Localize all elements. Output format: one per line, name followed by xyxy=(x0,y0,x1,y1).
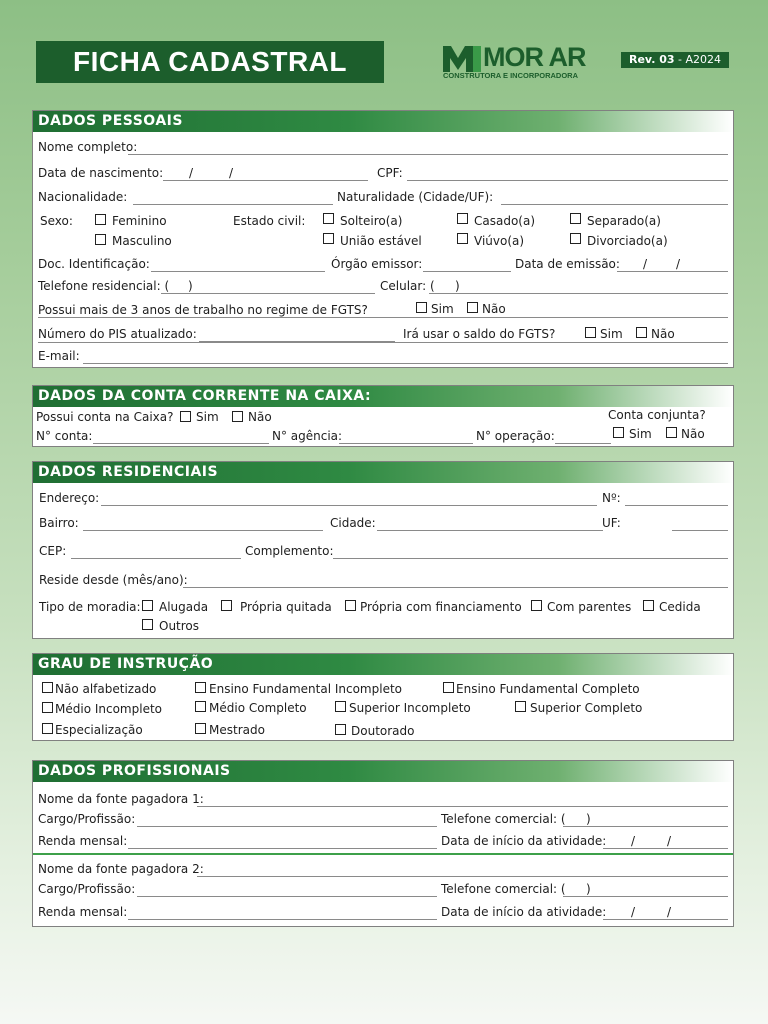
checkbox-conjunta-nao[interactable] xyxy=(666,427,677,438)
field-complemento[interactable] xyxy=(333,558,728,559)
label-reside: Reside desde (mês/ano): xyxy=(39,573,188,587)
checkbox-separado[interactable] xyxy=(570,213,581,224)
label-fonte-pagadora-1: Nome da fonte pagadora 1: xyxy=(38,792,204,806)
company-logo xyxy=(443,44,603,84)
field-uf[interactable] xyxy=(672,530,728,531)
option-superior-completo: Superior Completo xyxy=(530,701,643,715)
label-renda: Renda mensal: xyxy=(38,905,128,919)
field-nascimento[interactable] xyxy=(163,180,368,181)
checkbox-uniao-estavel[interactable] xyxy=(323,233,334,244)
revision-label: Rev. 03 xyxy=(628,53,675,66)
paren-close: ) xyxy=(586,812,591,826)
label-doc: Doc. Identificação: xyxy=(38,257,150,271)
checkbox-propria-quitada[interactable] xyxy=(221,600,232,611)
checkbox-doutorado[interactable] xyxy=(335,724,346,735)
date-slash: / xyxy=(676,257,681,271)
revision-code: - A2024 xyxy=(674,53,721,66)
label-cargo: Cargo/Profissão: xyxy=(38,882,136,896)
checkbox-fgts3-sim[interactable] xyxy=(416,302,427,313)
checkbox-financiamento[interactable] xyxy=(345,600,356,611)
label-data-inicio: Data de início da atividade: xyxy=(441,905,607,919)
field-email[interactable] xyxy=(83,363,728,364)
date-slash: / xyxy=(229,166,234,180)
label-naturalidade: Naturalidade (Cidade/UF): xyxy=(337,190,494,204)
field-reside[interactable] xyxy=(183,587,728,588)
option-solteiro: Solteiro(a) xyxy=(340,214,403,228)
label-endereco: Endereço: xyxy=(39,491,100,505)
option-masculino: Masculino xyxy=(112,234,172,248)
field-num-conta[interactable] xyxy=(93,443,269,444)
field-renda[interactable] xyxy=(128,848,437,849)
option-nao: Não xyxy=(482,302,506,316)
checkbox-conjunta-sim[interactable] xyxy=(613,427,624,438)
checkbox-conta-sim[interactable] xyxy=(180,411,191,422)
section-dados-residenciais xyxy=(32,461,734,639)
option-nao-alfabetizado: Não alfabetizado xyxy=(55,682,157,696)
section-title: DADOS DA CONTA CORRENTE NA CAIXA: xyxy=(33,386,733,407)
label-nascimento: Data de nascimento: xyxy=(38,166,164,180)
option-viuvo: Viúvo(a) xyxy=(474,234,525,248)
option-nao: Não xyxy=(681,427,705,441)
checkbox-superior-completo[interactable] xyxy=(515,701,526,712)
checkbox-saldo-nao[interactable] xyxy=(636,327,647,338)
label-cep: CEP: xyxy=(39,544,67,558)
option-feminino: Feminino xyxy=(112,214,167,228)
checkbox-feminino[interactable] xyxy=(95,214,106,225)
field-fonte-pagadora-2[interactable] xyxy=(197,876,728,877)
label-possui-conta: Possui conta na Caixa? xyxy=(36,410,174,424)
label-estado-civil: Estado civil: xyxy=(233,214,306,228)
checkbox-com-parentes[interactable] xyxy=(531,600,542,611)
label-telefone: Telefone residencial: ( xyxy=(38,279,170,293)
field-cidade[interactable] xyxy=(377,530,603,531)
label-conta-conjunta: Conta conjunta? xyxy=(608,408,706,422)
option-nao: Não xyxy=(651,327,675,341)
option-outros: Outros xyxy=(159,619,200,633)
field-orgao[interactable] xyxy=(423,271,511,272)
option-cedida: Cedida xyxy=(659,600,701,614)
form-title: FICHA CADASTRAL xyxy=(36,41,384,83)
date-slash: / xyxy=(189,166,194,180)
row-divider xyxy=(38,317,728,318)
option-especializacao: Especialização xyxy=(55,723,143,737)
checkbox-fund-completo[interactable] xyxy=(443,682,454,693)
label-bairro: Bairro: xyxy=(39,516,79,530)
checkbox-fund-incompleto[interactable] xyxy=(195,682,206,693)
field-renda-2[interactable] xyxy=(128,919,437,920)
field-telefone[interactable] xyxy=(161,293,375,294)
field-nacionalidade[interactable] xyxy=(133,204,333,205)
field-tel-comercial[interactable] xyxy=(563,826,728,827)
label-celular: Celular: ( xyxy=(380,279,435,293)
field-doc[interactable] xyxy=(151,271,325,272)
option-fund-incompleto: Ensino Fundamental Incompleto xyxy=(209,682,403,696)
option-medio-completo: Médio Completo xyxy=(209,701,307,715)
separator xyxy=(33,853,733,855)
field-cpf[interactable] xyxy=(407,180,728,181)
option-sim: Sim xyxy=(629,427,652,441)
label-data-emissao: Data de emissão: xyxy=(515,257,620,271)
label-nome: Nome completo: xyxy=(38,140,138,154)
field-naturalidade[interactable] xyxy=(501,204,728,205)
field-cargo[interactable] xyxy=(137,826,437,827)
checkbox-medio-completo[interactable] xyxy=(195,701,206,712)
logo-mark-icon xyxy=(443,46,481,72)
label-nacionalidade: Nacionalidade: xyxy=(38,190,128,204)
section-dados-pessoais xyxy=(32,110,734,368)
section-title: DADOS PESSOAIS xyxy=(33,111,733,132)
label-agencia: N° agência: xyxy=(272,429,343,443)
label-orgao: Órgão emissor: xyxy=(331,257,423,271)
label-tipo-moradia: Tipo de moradia: xyxy=(39,600,141,614)
option-superior-incompleto: Superior Incompleto xyxy=(349,701,471,715)
paren-close: ) xyxy=(188,279,193,293)
date-slash: / xyxy=(631,905,636,919)
checkbox-solteiro[interactable] xyxy=(323,213,334,224)
option-fund-completo: Ensino Fundamental Completo xyxy=(456,682,640,696)
label-email: E-mail: xyxy=(38,349,80,363)
label-cpf: CPF: xyxy=(377,166,403,180)
section-title: DADOS PROFISSIONAIS xyxy=(33,761,733,782)
option-nao: Não xyxy=(248,410,272,424)
field-operacao[interactable] xyxy=(555,443,611,444)
field-fonte-pagadora-1[interactable] xyxy=(197,806,728,807)
checkbox-especializacao[interactable] xyxy=(42,723,53,734)
option-financiamento: Própria com financiamento xyxy=(360,600,522,614)
field-cep[interactable] xyxy=(71,558,241,559)
option-divorciado: Divorciado(a) xyxy=(587,234,668,248)
label-tel-comercial: Telefone comercial: ( xyxy=(441,812,566,826)
field-celular[interactable] xyxy=(429,293,728,294)
section-dados-profissionais xyxy=(32,760,734,927)
label-sexo: Sexo: xyxy=(40,214,73,228)
checkbox-nao-alfabetizado[interactable] xyxy=(42,682,53,693)
checkbox-divorciado[interactable] xyxy=(570,233,581,244)
checkbox-outros[interactable] xyxy=(142,619,153,630)
field-bairro[interactable] xyxy=(83,530,323,531)
label-pis: Número do PIS atualizado: xyxy=(38,327,197,341)
label-saldo-fgts: Irá usar o saldo do FGTS? xyxy=(403,327,556,341)
checkbox-viuvo[interactable] xyxy=(457,233,468,244)
option-com-parentes: Com parentes xyxy=(547,600,632,614)
section-dados-conta xyxy=(32,385,734,447)
checkbox-medio-incompleto[interactable] xyxy=(42,702,53,713)
option-propria-quitada: Própria quitada xyxy=(240,600,332,614)
checkbox-fgts3-nao[interactable] xyxy=(467,302,478,313)
field-nome[interactable] xyxy=(128,154,728,155)
option-sim: Sim xyxy=(600,327,623,341)
label-cargo: Cargo/Profissão: xyxy=(38,812,136,826)
section-title: DADOS RESIDENCIAIS xyxy=(33,462,733,483)
paren-close: ) xyxy=(455,279,460,293)
section-grau-instrucao xyxy=(32,653,734,741)
label-numero: Nº: xyxy=(602,491,621,505)
option-alugada: Alugada xyxy=(159,600,209,614)
label-complemento: Complemento: xyxy=(245,544,334,558)
option-mestrado: Mestrado xyxy=(209,723,265,737)
label-renda: Renda mensal: xyxy=(38,834,128,848)
field-data-inicio-2[interactable] xyxy=(603,919,728,920)
option-medio-incompleto: Médio Incompleto xyxy=(55,702,162,716)
label-data-inicio: Data de início da atividade: xyxy=(441,834,607,848)
label-operacao: N° operação: xyxy=(476,429,555,443)
date-slash: / xyxy=(631,834,636,848)
checkbox-alugada[interactable] xyxy=(142,600,153,611)
field-agencia[interactable] xyxy=(339,443,473,444)
checkbox-saldo-sim[interactable] xyxy=(585,327,596,338)
checkbox-conta-nao[interactable] xyxy=(232,411,243,422)
logo-text: MOR AR xyxy=(483,42,586,72)
field-numero[interactable] xyxy=(625,505,728,506)
paren-close: ) xyxy=(586,882,591,896)
row-divider xyxy=(38,342,728,343)
checkbox-cedida[interactable] xyxy=(643,600,654,611)
date-slash: / xyxy=(667,834,672,848)
revision-badge xyxy=(621,52,729,68)
checkbox-mestrado[interactable] xyxy=(195,723,206,734)
label-cidade: Cidade: xyxy=(330,516,376,530)
option-casado: Casado(a) xyxy=(474,214,536,228)
label-fgts3: Possui mais de 3 anos de trabalho no regime de FGTS? xyxy=(38,303,368,317)
section-title: GRAU DE INSTRUÇÃO xyxy=(33,654,733,675)
label-num-conta: N° conta: xyxy=(36,429,93,443)
label-uf: UF: xyxy=(602,516,621,530)
checkbox-casado[interactable] xyxy=(457,213,468,224)
date-slash: / xyxy=(667,905,672,919)
option-separado: Separado(a) xyxy=(587,214,661,228)
checkbox-superior-incompleto[interactable] xyxy=(335,701,346,712)
option-sim: Sim xyxy=(196,410,219,424)
label-fonte-pagadora-2: Nome da fonte pagadora 2: xyxy=(38,862,204,876)
field-tel-comercial-2[interactable] xyxy=(563,896,728,897)
option-uniao-estavel: União estável xyxy=(340,234,422,248)
field-data-inicio[interactable] xyxy=(603,848,728,849)
option-sim: Sim xyxy=(431,302,454,316)
logo-subtitle: CONSTRUTORA E INCORPORADORA xyxy=(443,71,579,80)
field-data-emissao[interactable] xyxy=(617,271,728,272)
label-tel-comercial: Telefone comercial: ( xyxy=(441,882,566,896)
checkbox-masculino[interactable] xyxy=(95,234,106,245)
option-doutorado: Doutorado xyxy=(351,724,415,738)
field-cargo-2[interactable] xyxy=(137,896,437,897)
date-slash: / xyxy=(643,257,648,271)
field-endereco[interactable] xyxy=(101,505,597,506)
